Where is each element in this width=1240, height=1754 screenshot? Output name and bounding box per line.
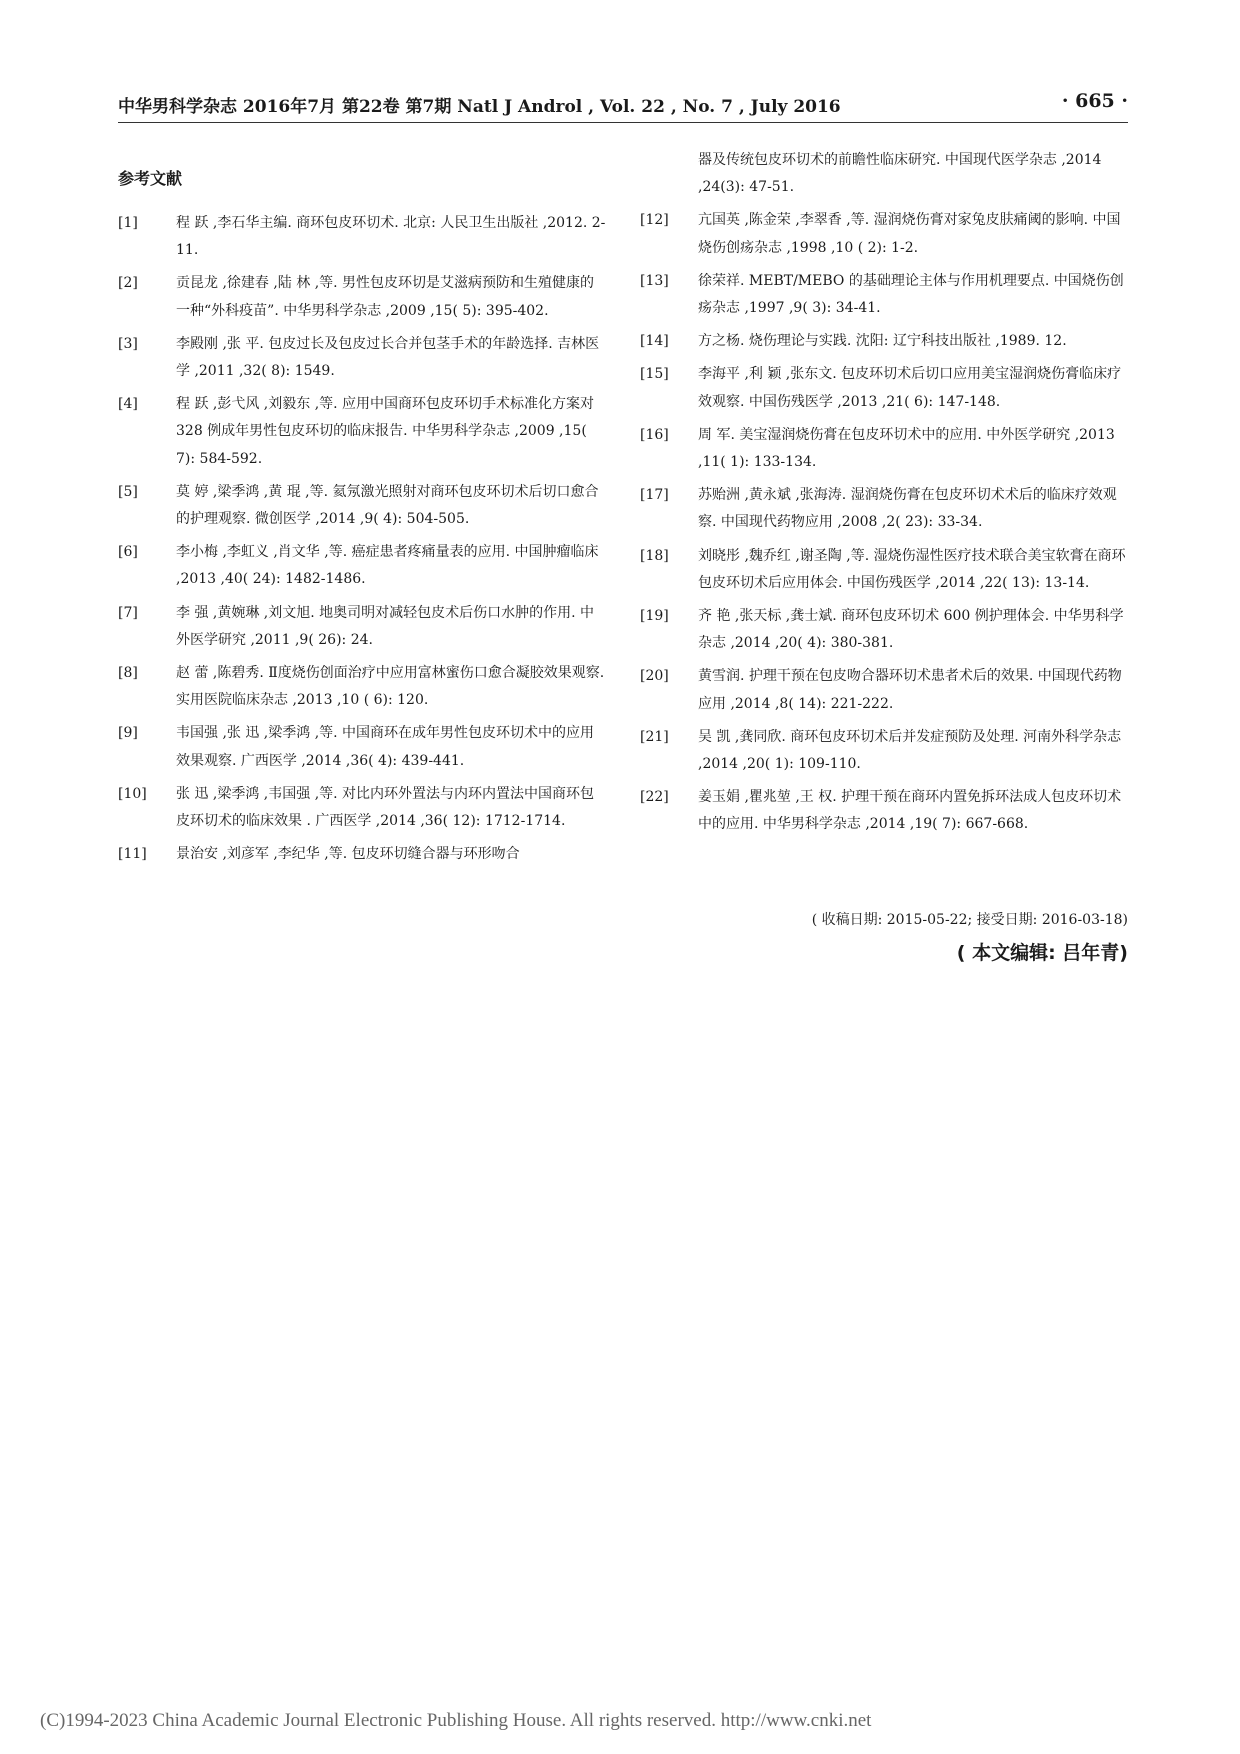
running-header [118, 88, 1128, 118]
reference-text: 赵 蕾 ,陈碧秀. Ⅱ度烧伤创面治疗中应用富林蜜伤口愈合凝胶效果观察. 实用医院临床杂志 ,2013 ,10 ( 6): 120. [176, 665, 605, 709]
reference-text: 姜玉娟 ,瞿兆堃 ,王 权. 护理干预在商环内置免拆环法成人包皮环切术中的应用. 中华男科学杂志 ,2014 ,19( 7): 667-668. [698, 789, 1122, 833]
reference-item [118, 391, 606, 473]
reference-text: 贡昆龙 ,徐建春 ,陆 林 ,等. 男性包皮环切是艾滋病预防和生殖健康的一种“外科疫苗”. 中华男科学杂志 ,2009 ,15( 5): 395-402. [176, 275, 595, 319]
reference-item [118, 479, 606, 533]
reference-number: [8] [118, 665, 138, 682]
copyright-footer: (C)1994-2023 China Academic Journal Electronic Publishing House. All rights reserved. http://www.cnki.net [40, 1710, 872, 1731]
references-right-column [640, 147, 1128, 845]
reference-number: [20] [640, 668, 669, 685]
reference-text: 刘晓彤 ,魏乔红 ,谢圣陶 ,等. 湿烧伤湿性医疗技术联合美宝软膏在商环包皮环切术后应用体会. 中国伤残医学 ,2014 ,22( 13): 13-14. [698, 547, 1126, 591]
reference-text: 徐荣祥. MEBT/MEBO 的基础理论主体与作用机理要点. 中国烧伤创疡杂志 ,1997 ,9( 3): 34-41. [698, 272, 1124, 317]
reference-number: [6] [118, 544, 138, 561]
reference-text: 景治安 ,刘彦军 ,李纪华 ,等. 包皮环切缝合器与环形吻合 [176, 846, 520, 863]
reference-item [640, 482, 1128, 536]
reference-number: [1] [118, 215, 138, 231]
reference-number: [3] [118, 335, 138, 352]
reference-number: [19] [640, 608, 669, 625]
reference-item [118, 539, 606, 593]
reference-number: [22] [640, 789, 669, 806]
reference-item [640, 663, 1128, 717]
reference-number: [18] [640, 547, 669, 564]
reference-number: [2] [118, 275, 138, 292]
reference-number: [10] [118, 785, 147, 802]
reference-item [640, 328, 1128, 355]
reference-item [118, 210, 606, 264]
reference-text: 张 迅 ,梁季鸿 ,韦国强 ,等. 对比内环外置法与内环内置法中国商环包皮环切术的临床效果 . 广西医学 ,2014 ,36( 12): 1712-1714. [176, 785, 595, 830]
reference-item [640, 543, 1128, 597]
reference-item [640, 603, 1128, 657]
reference-item [118, 660, 606, 714]
page-number: · 665 · [1061, 90, 1128, 112]
reference-number: [9] [118, 725, 138, 742]
reference-text: 李殿刚 ,张 平. 包皮过长及包皮过长合并包茎手术的年龄选择. 吉林医学 ,2011 ,32( 8): 1549. [176, 335, 600, 380]
reference-item [118, 781, 606, 835]
reference-number: [5] [118, 483, 138, 500]
reference-text: 程 跃 ,李石华主编. 商环包皮环切术. 北京: 人民卫生出版社 ,2012. 2-11. [176, 215, 606, 259]
reference-text: 李海平 ,利 颖 ,张东文. 包皮环切术后切口应用美宝湿润烧伤膏临床疗效观察. 中国伤残医学 ,2013 ,21( 6): 147-148. [698, 366, 1122, 410]
reference-text: 周 军. 美宝湿润烧伤膏在包皮环切术中的应用. 中外医学研究 ,2013 ,11( 1): 133-134. [698, 426, 1115, 471]
reference-number: [13] [640, 272, 669, 289]
reference-text: 亢国英 ,陈金荣 ,李翠香 ,等. 湿润烧伤膏对家兔皮肤痛阈的影响. 中国烧伤创疡杂志 ,1998 ,10 ( 2): 1-2. [698, 212, 1121, 256]
reference-item [640, 724, 1128, 778]
reference-number: [16] [640, 426, 669, 443]
reference-number: [21] [640, 728, 669, 745]
editor-credit: ( 本文编辑: 吕年青) [956, 942, 1128, 964]
references-left-column [118, 210, 606, 874]
reference-item [118, 600, 606, 654]
header-divider [118, 122, 1128, 123]
reference-item [640, 268, 1128, 322]
reference-item [118, 841, 606, 868]
reference-number: [4] [118, 396, 138, 413]
reference-number: [17] [640, 487, 669, 504]
reference-number: [15] [640, 366, 669, 383]
reference-text: 李小梅 ,李虹义 ,肖文华 ,等. 癌症患者疼痛量表的应用. 中国肿瘤临床 ,2013 ,40( 24): 1482-1486. [176, 544, 599, 588]
reference-item [118, 720, 606, 774]
reference-text: 黄雪润. 护理干预在包皮吻合器环切术患者术后的效果. 中国现代药物应用 ,2014 ,8( 14): 221-222. [698, 668, 1122, 712]
reference-text: 苏贻洲 ,黄永斌 ,张海涛. 湿润烧伤膏在包皮环切术术后的临床疗效观察. 中国现代药物应用 ,2008 ,2( 23): 33-34. [698, 487, 1117, 531]
reference-text: 莫 婷 ,梁季鸿 ,黄 琨 ,等. 氦氖激光照射对商环包皮环切术后切口愈合的护理观察. 微创医学 ,2014 ,9( 4): 504-505. [176, 483, 599, 528]
reference-text: 李 强 ,黄婉琳 ,刘文旭. 地奥司明对减轻包皮术后伤口水肿的作用. 中外医学研究 ,2011 ,9( 26): 24. [176, 604, 595, 648]
reference-text: 吴 凯 ,龚同欣. 商环包皮环切术后并发症预防及处理. 河南外科学杂志 ,2014 ,20( 1): 109-110. [698, 728, 1122, 773]
reference-item [640, 422, 1128, 476]
reference-item [640, 207, 1128, 261]
reference-text: 韦国强 ,张 迅 ,梁季鸿 ,等. 中国商环在成年男性包皮环切术中的应用效果观察. 广西医学 ,2014 ,36( 4): 439-441. [176, 725, 595, 769]
references-heading: 参考文献 [118, 169, 183, 188]
reference-number: [12] [640, 212, 669, 229]
reference-item [640, 784, 1128, 838]
received-dates: ( 收稿日期: 2015-05-22; 接受日期: 2016-03-18) [811, 912, 1128, 928]
reference-number: [14] [640, 333, 669, 350]
reference-number: [11] [118, 846, 147, 863]
journal-citation: 中华男科学杂志 2016年7月 第22卷 第7期 Natl J Androl , Vol. 22 , No. 7 , July 2016 [118, 97, 841, 117]
reference-text: 方之杨. 烧伤理论与实践. 沈阳: 辽宁科技出版社 ,1989. 12. [698, 333, 1067, 350]
reference-text: 齐 艳 ,张天标 ,龚士斌. 商环包皮环切术 600 例护理体会. 中华男科学杂志 ,2014 ,20( 4): 380-381. [698, 608, 1124, 652]
reference-item [118, 270, 606, 324]
reference-continuation: 器及传统包皮环切术的前瞻性临床研究. 中国现代医学杂志 ,2014 ,24(3): 47-51. [698, 152, 1102, 196]
reference-item [640, 361, 1128, 415]
reference-number: [7] [118, 604, 138, 621]
reference-text: 程 跃 ,彭弋风 ,刘毅东 ,等. 应用中国商环包皮环切手术标准化方案对 328 例成年男性包皮环切的临床报告. 中华男科学杂志 ,2009 ,15( 7): 584-592. [176, 396, 595, 467]
reference-item [118, 331, 606, 385]
